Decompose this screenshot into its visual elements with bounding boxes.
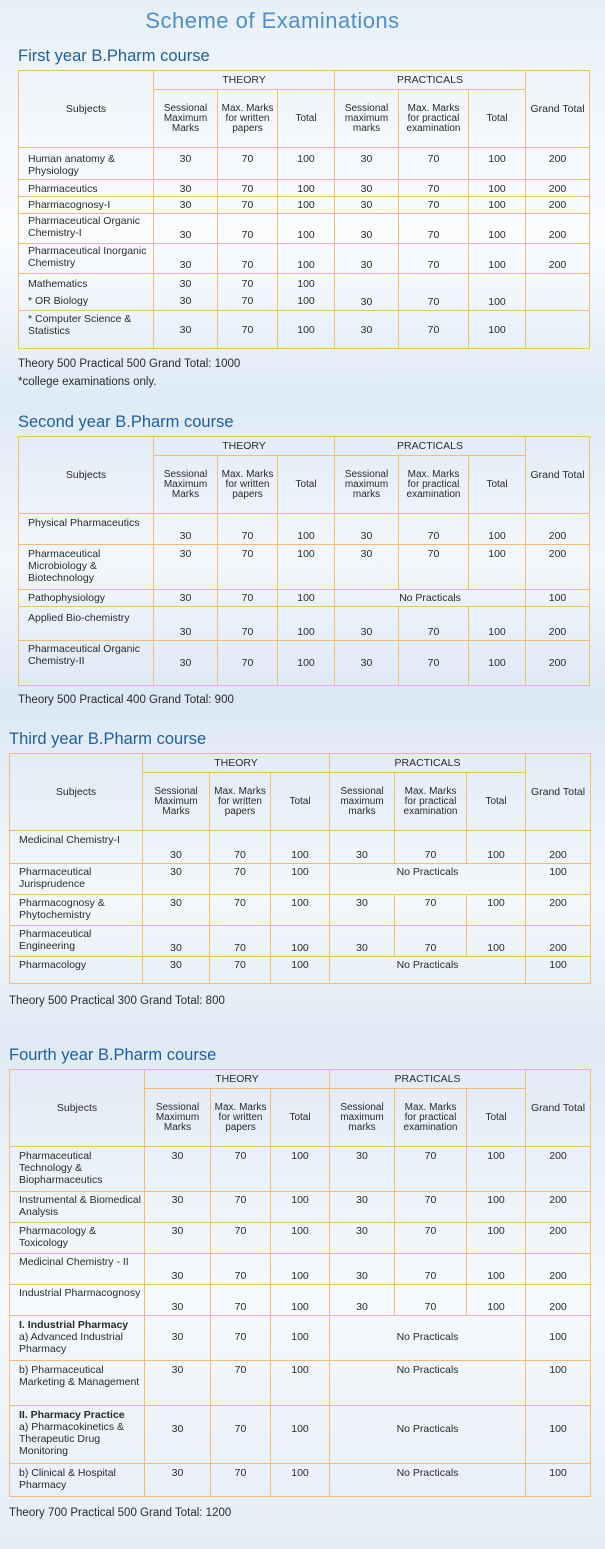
cell: 70 bbox=[218, 514, 278, 545]
subject-cell: Pharmaceutical Engineering bbox=[10, 926, 143, 957]
subject-cell: Pharmacology bbox=[10, 957, 143, 984]
cell: 100 bbox=[526, 957, 591, 984]
max-written-header: Max. Marks for written papers bbox=[218, 456, 278, 514]
second-year-table bbox=[18, 436, 590, 686]
cell: 100 bbox=[526, 1316, 591, 1361]
third-year-table bbox=[9, 753, 591, 984]
cell: 70 bbox=[211, 1285, 271, 1316]
cell: 70 bbox=[399, 641, 469, 686]
table-row bbox=[10, 1254, 591, 1285]
practicals-header: PRACTICALS bbox=[335, 71, 526, 90]
practicals-header: PRACTICALS bbox=[335, 437, 526, 456]
table-row bbox=[19, 514, 590, 545]
max-written-header: Max. Marks for written papers bbox=[211, 1089, 271, 1147]
cell: 30 bbox=[154, 545, 218, 590]
subjects-header: Subjects bbox=[19, 71, 154, 148]
cell: 100 bbox=[469, 148, 526, 180]
max-practical-header: Max. Marks for practical examination bbox=[395, 1089, 467, 1147]
cell: 70 bbox=[395, 895, 467, 926]
table-row bbox=[10, 1406, 591, 1464]
subject-cell: Pharmacognosy & Phytochemistry bbox=[10, 895, 143, 926]
cell: 100 bbox=[469, 641, 526, 686]
cell: 70 bbox=[210, 926, 271, 957]
cell: 200 bbox=[526, 514, 590, 545]
cell: 100 bbox=[271, 1223, 330, 1254]
cell: 70 bbox=[399, 545, 469, 590]
cell: 200 bbox=[526, 1285, 591, 1316]
cell: 70 bbox=[210, 895, 271, 926]
subject-cell bbox=[10, 1406, 145, 1464]
fourth-year-table bbox=[9, 1069, 591, 1497]
cell: 100 bbox=[271, 1316, 330, 1361]
cell: 70 bbox=[210, 864, 271, 895]
theory-total-header: Total bbox=[271, 1089, 330, 1147]
subject-cell: Pharmacology & Toxicology bbox=[10, 1223, 145, 1254]
cell: 100 bbox=[467, 926, 526, 957]
practical-total-header: Total bbox=[467, 1089, 526, 1147]
cell: 70 bbox=[211, 1464, 271, 1497]
cell: 70 bbox=[395, 1223, 467, 1254]
cell: 70 bbox=[399, 148, 469, 180]
cell: 100 bbox=[467, 1147, 526, 1192]
cell: 30 bbox=[335, 148, 399, 180]
subject-cell: b) Pharmaceutical Marketing & Management bbox=[10, 1361, 145, 1406]
cell: 70 bbox=[211, 1223, 271, 1254]
cell: 70 bbox=[218, 244, 278, 274]
cell: 70 bbox=[218, 641, 278, 686]
cell-value: 100 bbox=[297, 278, 315, 290]
subjects-header: Subjects bbox=[19, 437, 154, 514]
no-practicals-cell: No Practicals bbox=[330, 1361, 526, 1406]
cell: 30 bbox=[143, 926, 210, 957]
cell-value: 100 bbox=[297, 295, 315, 307]
cell: 30 bbox=[330, 1147, 395, 1192]
cell: 100 bbox=[467, 1192, 526, 1223]
no-practicals-cell: No Practicals bbox=[330, 864, 526, 895]
cell: 70 bbox=[218, 214, 278, 244]
cell: 100 bbox=[271, 864, 330, 895]
cell: 70 bbox=[211, 1316, 271, 1361]
cell: 30 bbox=[145, 1316, 211, 1361]
cell: 30 bbox=[335, 641, 399, 686]
cell: 30 bbox=[330, 1192, 395, 1223]
subject-cell: Pharmacognosy-I bbox=[19, 197, 154, 214]
cell: 100 bbox=[467, 1223, 526, 1254]
practicals-header: PRACTICALS bbox=[330, 1070, 526, 1089]
cell: 100 bbox=[467, 1254, 526, 1285]
cell: 100 bbox=[278, 590, 335, 607]
theory-total-header: Total bbox=[278, 90, 335, 148]
cell: 70 bbox=[399, 244, 469, 274]
cell: 70 bbox=[399, 607, 469, 641]
cell-value: 70 bbox=[241, 295, 254, 307]
subject-cell: Pharmaceutical Jurisprudence bbox=[10, 864, 143, 895]
cell: 100 bbox=[469, 197, 526, 214]
cell: 100 bbox=[271, 1464, 330, 1497]
cell: 30 bbox=[335, 514, 399, 545]
cell-value: 30 bbox=[179, 278, 192, 290]
cell: 100 bbox=[271, 1361, 330, 1406]
cell: 100 bbox=[526, 1406, 591, 1464]
table-row bbox=[19, 148, 590, 180]
cell: 100 bbox=[271, 895, 330, 926]
cell: 30 bbox=[335, 214, 399, 244]
cell: 30 bbox=[335, 607, 399, 641]
table-row bbox=[19, 244, 590, 274]
table-row bbox=[19, 274, 590, 311]
cell: 100 bbox=[469, 180, 526, 197]
no-practicals-cell: No Practicals bbox=[330, 1316, 526, 1361]
cell: 200 bbox=[526, 1147, 591, 1192]
cell: 70 bbox=[218, 148, 278, 180]
max-practical-header: Max. Marks for practical examination bbox=[395, 773, 467, 831]
cell: 100 bbox=[271, 1254, 330, 1285]
cell: 200 bbox=[526, 148, 590, 180]
cell: 30 bbox=[154, 514, 218, 545]
subject-cell: Physical Pharmaceutics bbox=[19, 514, 154, 545]
subject-cell: * Computer Science & Statistics bbox=[19, 311, 154, 349]
table-row bbox=[10, 831, 591, 864]
table-row bbox=[10, 1361, 591, 1406]
cell: 200 bbox=[526, 180, 590, 197]
subject-text: a) Advanced Industrial Pharmacy bbox=[19, 1331, 123, 1355]
cell: 100 bbox=[467, 831, 526, 864]
cell: 70 bbox=[218, 590, 278, 607]
cell: 30 bbox=[145, 1406, 211, 1464]
cell: 70 bbox=[395, 926, 467, 957]
subject-text: a) Pharmacokinetics & Therapeutic Drug Monitoring bbox=[19, 1421, 125, 1457]
cell: 30 bbox=[145, 1361, 211, 1406]
cell-value: 30 bbox=[179, 295, 192, 307]
cell: 100 bbox=[271, 1147, 330, 1192]
cell: 100 bbox=[271, 926, 330, 957]
cell: 30 bbox=[330, 895, 395, 926]
cell: 100 bbox=[467, 1285, 526, 1316]
cell: 200 bbox=[526, 831, 591, 864]
subject-cell: Pharmaceutics bbox=[19, 180, 154, 197]
cell: 30 bbox=[143, 957, 210, 984]
grand-total-header: Grand Total bbox=[526, 754, 591, 831]
cell: 30 bbox=[143, 831, 210, 864]
sessional-theory-header: Sessional Maximum Marks bbox=[145, 1089, 211, 1147]
cell: 70 bbox=[210, 831, 271, 864]
no-practicals-cell: No Practicals bbox=[330, 1464, 526, 1497]
no-practicals-cell: No Practicals bbox=[330, 1406, 526, 1464]
subject-cell: Medicinal Chemistry-I bbox=[10, 831, 143, 864]
cell: 70 bbox=[395, 1192, 467, 1223]
cell: 100 bbox=[469, 311, 526, 349]
theory-total-header: Total bbox=[278, 456, 335, 514]
cell: 70 bbox=[211, 1361, 271, 1406]
cell: 70 bbox=[211, 1192, 271, 1223]
max-practical-header: Max. Marks for practical examination bbox=[399, 90, 469, 148]
fourth-year-section bbox=[9, 1044, 590, 1520]
subject-cell: b) Clinical & Hospital Pharmacy bbox=[10, 1464, 145, 1497]
cell: 30 bbox=[335, 545, 399, 590]
cell: 100 bbox=[271, 1192, 330, 1223]
cell bbox=[278, 274, 335, 311]
grand-total-header: Grand Total bbox=[526, 1070, 591, 1147]
cell: 200 bbox=[526, 214, 590, 244]
practicals-header: PRACTICALS bbox=[330, 754, 526, 773]
cell: 70 bbox=[399, 214, 469, 244]
cell: 30 bbox=[143, 895, 210, 926]
cell: 30 bbox=[330, 1285, 395, 1316]
subject-line: * OR Biology bbox=[28, 295, 89, 307]
cell: 100 bbox=[278, 311, 335, 349]
max-practical-header: Max. Marks for practical examination bbox=[399, 456, 469, 514]
cell: 70 bbox=[218, 607, 278, 641]
cell: 30 bbox=[154, 311, 218, 349]
table-row bbox=[10, 926, 591, 957]
cell: 100 bbox=[526, 590, 590, 607]
cell: 100 bbox=[278, 607, 335, 641]
cell: 30 bbox=[154, 180, 218, 197]
sessional-theory-header: Sessional Maximum Marks bbox=[154, 90, 218, 148]
table-row bbox=[10, 895, 591, 926]
theory-total-header: Total bbox=[271, 773, 330, 831]
second-year-section bbox=[18, 411, 589, 707]
cell: 100 bbox=[278, 180, 335, 197]
cell: 70 bbox=[218, 311, 278, 349]
cell: 70 bbox=[211, 1147, 271, 1192]
cell: 30 bbox=[154, 607, 218, 641]
cell: 100 bbox=[278, 514, 335, 545]
subject-cell bbox=[10, 1316, 145, 1361]
subject-cell: Instrumental & Biomedical Analysis bbox=[10, 1192, 145, 1223]
cell: 200 bbox=[526, 545, 590, 590]
cell: 100 bbox=[467, 895, 526, 926]
theory-header: THEORY bbox=[145, 1070, 330, 1089]
practical-total-header: Total bbox=[469, 456, 526, 514]
cell: 100 bbox=[278, 214, 335, 244]
cell: 70 bbox=[399, 180, 469, 197]
cell: 100 bbox=[278, 197, 335, 214]
theory-header: THEORY bbox=[154, 71, 335, 90]
no-practicals-cell: No Practicals bbox=[335, 590, 526, 607]
table-row bbox=[10, 1192, 591, 1223]
subject-line: Mathematics bbox=[28, 278, 88, 290]
group-heading: I. Industrial Pharmacy bbox=[19, 1319, 129, 1331]
cell: 30 bbox=[145, 1147, 211, 1192]
cell: 200 bbox=[526, 244, 590, 274]
cell: 100 bbox=[278, 545, 335, 590]
practical-total-header: Total bbox=[467, 773, 526, 831]
cell: 30 bbox=[335, 180, 399, 197]
table-row bbox=[19, 641, 590, 686]
table-row bbox=[19, 545, 590, 590]
sessional-practical-header: Sessional maximum marks bbox=[330, 773, 395, 831]
cell: 30 bbox=[145, 1254, 211, 1285]
sessional-theory-header: Sessional Maximum Marks bbox=[143, 773, 210, 831]
cell: 30 bbox=[154, 590, 218, 607]
table-row bbox=[19, 590, 590, 607]
cell: 30 bbox=[335, 311, 399, 349]
summary-text: Theory 500 Practical 300 Grand Total: 800 bbox=[9, 995, 225, 1007]
table-row bbox=[19, 311, 590, 349]
table-row bbox=[10, 1285, 591, 1316]
theory-header: THEORY bbox=[143, 754, 330, 773]
cell: 30 bbox=[154, 214, 218, 244]
section-heading: Second year B.Pharm course bbox=[18, 413, 234, 431]
table-row bbox=[19, 607, 590, 641]
practical-total-header: Total bbox=[469, 90, 526, 148]
cell: 200 bbox=[526, 926, 591, 957]
no-practicals-cell: No Practicals bbox=[330, 957, 526, 984]
subjects-header: Subjects bbox=[10, 1070, 145, 1147]
cell: 100 bbox=[271, 1285, 330, 1316]
footnote: *college examinations only. bbox=[18, 376, 157, 388]
third-year-section bbox=[9, 728, 590, 1008]
cell: 30 bbox=[330, 1223, 395, 1254]
cell: 30 bbox=[143, 864, 210, 895]
cell: 70 bbox=[395, 1285, 467, 1316]
theory-header: THEORY bbox=[154, 437, 335, 456]
cell: 30 bbox=[330, 831, 395, 864]
cell: 100 bbox=[526, 1464, 591, 1497]
cell: 30 bbox=[145, 1285, 211, 1316]
cell: 30 bbox=[154, 197, 218, 214]
max-written-header: Max. Marks for written papers bbox=[218, 90, 278, 148]
table-row bbox=[10, 1147, 591, 1192]
cell: 200 bbox=[526, 895, 591, 926]
page-title: Scheme of Examinations bbox=[145, 8, 400, 33]
cell bbox=[526, 311, 590, 349]
cell: 70 bbox=[399, 311, 469, 349]
cell bbox=[218, 274, 278, 311]
subject-cell: Pharmaceutical Inorganic Chemistry bbox=[19, 244, 154, 274]
cell: 70 bbox=[211, 1406, 271, 1464]
grand-total-header: Grand Total bbox=[526, 437, 590, 514]
cell: 70 bbox=[399, 197, 469, 214]
sessional-theory-header: Sessional Maximum Marks bbox=[154, 456, 218, 514]
cell: 30 bbox=[330, 1254, 395, 1285]
cell: 100 bbox=[526, 864, 591, 895]
group-heading: II. Pharmacy Practice bbox=[19, 1409, 125, 1421]
subject-cell: Pathophysiology bbox=[19, 590, 154, 607]
subject-cell: Applied Bio-chemistry bbox=[19, 607, 154, 641]
cell: 100 bbox=[469, 274, 526, 311]
cell: 30 bbox=[145, 1223, 211, 1254]
max-written-header: Max. Marks for written papers bbox=[210, 773, 271, 831]
cell: 30 bbox=[145, 1464, 211, 1497]
cell: 30 bbox=[154, 641, 218, 686]
summary-text: Theory 500 Practical 400 Grand Total: 900 bbox=[18, 694, 234, 706]
grand-total-header: Grand Total bbox=[526, 71, 590, 148]
subjects-header: Subjects bbox=[10, 754, 143, 831]
table-row bbox=[19, 180, 590, 197]
cell: 100 bbox=[469, 214, 526, 244]
cell: 70 bbox=[218, 180, 278, 197]
section-heading: First year B.Pharm course bbox=[18, 47, 210, 65]
cell: 100 bbox=[469, 514, 526, 545]
cell: 200 bbox=[526, 1254, 591, 1285]
cell: 70 bbox=[395, 831, 467, 864]
subject-cell: Pharmaceutical Technology & Biopharmaceutics bbox=[10, 1147, 145, 1192]
cell: 30 bbox=[154, 244, 218, 274]
cell-value: 70 bbox=[241, 278, 254, 290]
table-row bbox=[10, 1464, 591, 1497]
subject-cell: Pharmaceutical Organic Chemistry-II bbox=[19, 641, 154, 686]
cell: 100 bbox=[278, 244, 335, 274]
cell: 200 bbox=[526, 1223, 591, 1254]
cell: 70 bbox=[399, 274, 469, 311]
subject-cell: Pharmaceutical Microbiology & Biotechnology bbox=[19, 545, 154, 590]
subject-cell: Industrial Pharmacognosy bbox=[10, 1285, 145, 1316]
first-year-table bbox=[18, 70, 590, 349]
cell: 70 bbox=[218, 197, 278, 214]
table-row bbox=[10, 957, 591, 984]
subject-cell: Medicinal Chemistry - II bbox=[10, 1254, 145, 1285]
cell: 70 bbox=[218, 545, 278, 590]
table-row bbox=[10, 1316, 591, 1361]
cell: 30 bbox=[335, 244, 399, 274]
cell bbox=[154, 274, 218, 311]
first-year-section bbox=[18, 45, 589, 389]
cell: 100 bbox=[278, 641, 335, 686]
cell: 200 bbox=[526, 641, 590, 686]
cell: 30 bbox=[154, 148, 218, 180]
sessional-practical-header: Sessional maximum marks bbox=[335, 456, 399, 514]
cell: 70 bbox=[211, 1254, 271, 1285]
cell: 100 bbox=[469, 607, 526, 641]
table-row bbox=[10, 864, 591, 895]
cell: 70 bbox=[399, 514, 469, 545]
summary-text: Theory 500 Practical 500 Grand Total: 1000 bbox=[18, 358, 241, 370]
cell: 200 bbox=[526, 197, 590, 214]
cell: 100 bbox=[271, 831, 330, 864]
cell: 30 bbox=[330, 926, 395, 957]
section-heading: Third year B.Pharm course bbox=[9, 730, 207, 748]
table-row bbox=[10, 1223, 591, 1254]
section-heading: Fourth year B.Pharm course bbox=[9, 1046, 217, 1064]
cell: 100 bbox=[469, 244, 526, 274]
cell: 100 bbox=[278, 148, 335, 180]
subject-cell bbox=[19, 274, 154, 311]
table-row bbox=[19, 197, 590, 214]
cell: 100 bbox=[271, 957, 330, 984]
cell: 30 bbox=[335, 197, 399, 214]
sessional-practical-header: Sessional maximum marks bbox=[330, 1089, 395, 1147]
cell bbox=[526, 274, 590, 311]
sessional-practical-header: Sessional maximum marks bbox=[335, 90, 399, 148]
cell: 70 bbox=[210, 957, 271, 984]
cell: 70 bbox=[395, 1147, 467, 1192]
cell: 100 bbox=[469, 545, 526, 590]
cell: 30 bbox=[145, 1192, 211, 1223]
subject-cell: Pharmaceutical Organic Chemistry-I bbox=[19, 214, 154, 244]
cell: 30 bbox=[335, 274, 399, 311]
table-row bbox=[19, 214, 590, 244]
subject-cell: Human anatomy & Physiology bbox=[19, 148, 154, 180]
cell: 200 bbox=[526, 1192, 591, 1223]
cell: 70 bbox=[395, 1254, 467, 1285]
cell: 100 bbox=[271, 1406, 330, 1464]
summary-text: Theory 700 Practical 500 Grand Total: 1200 bbox=[9, 1507, 232, 1519]
cell: 200 bbox=[526, 607, 590, 641]
cell: 100 bbox=[526, 1361, 591, 1406]
